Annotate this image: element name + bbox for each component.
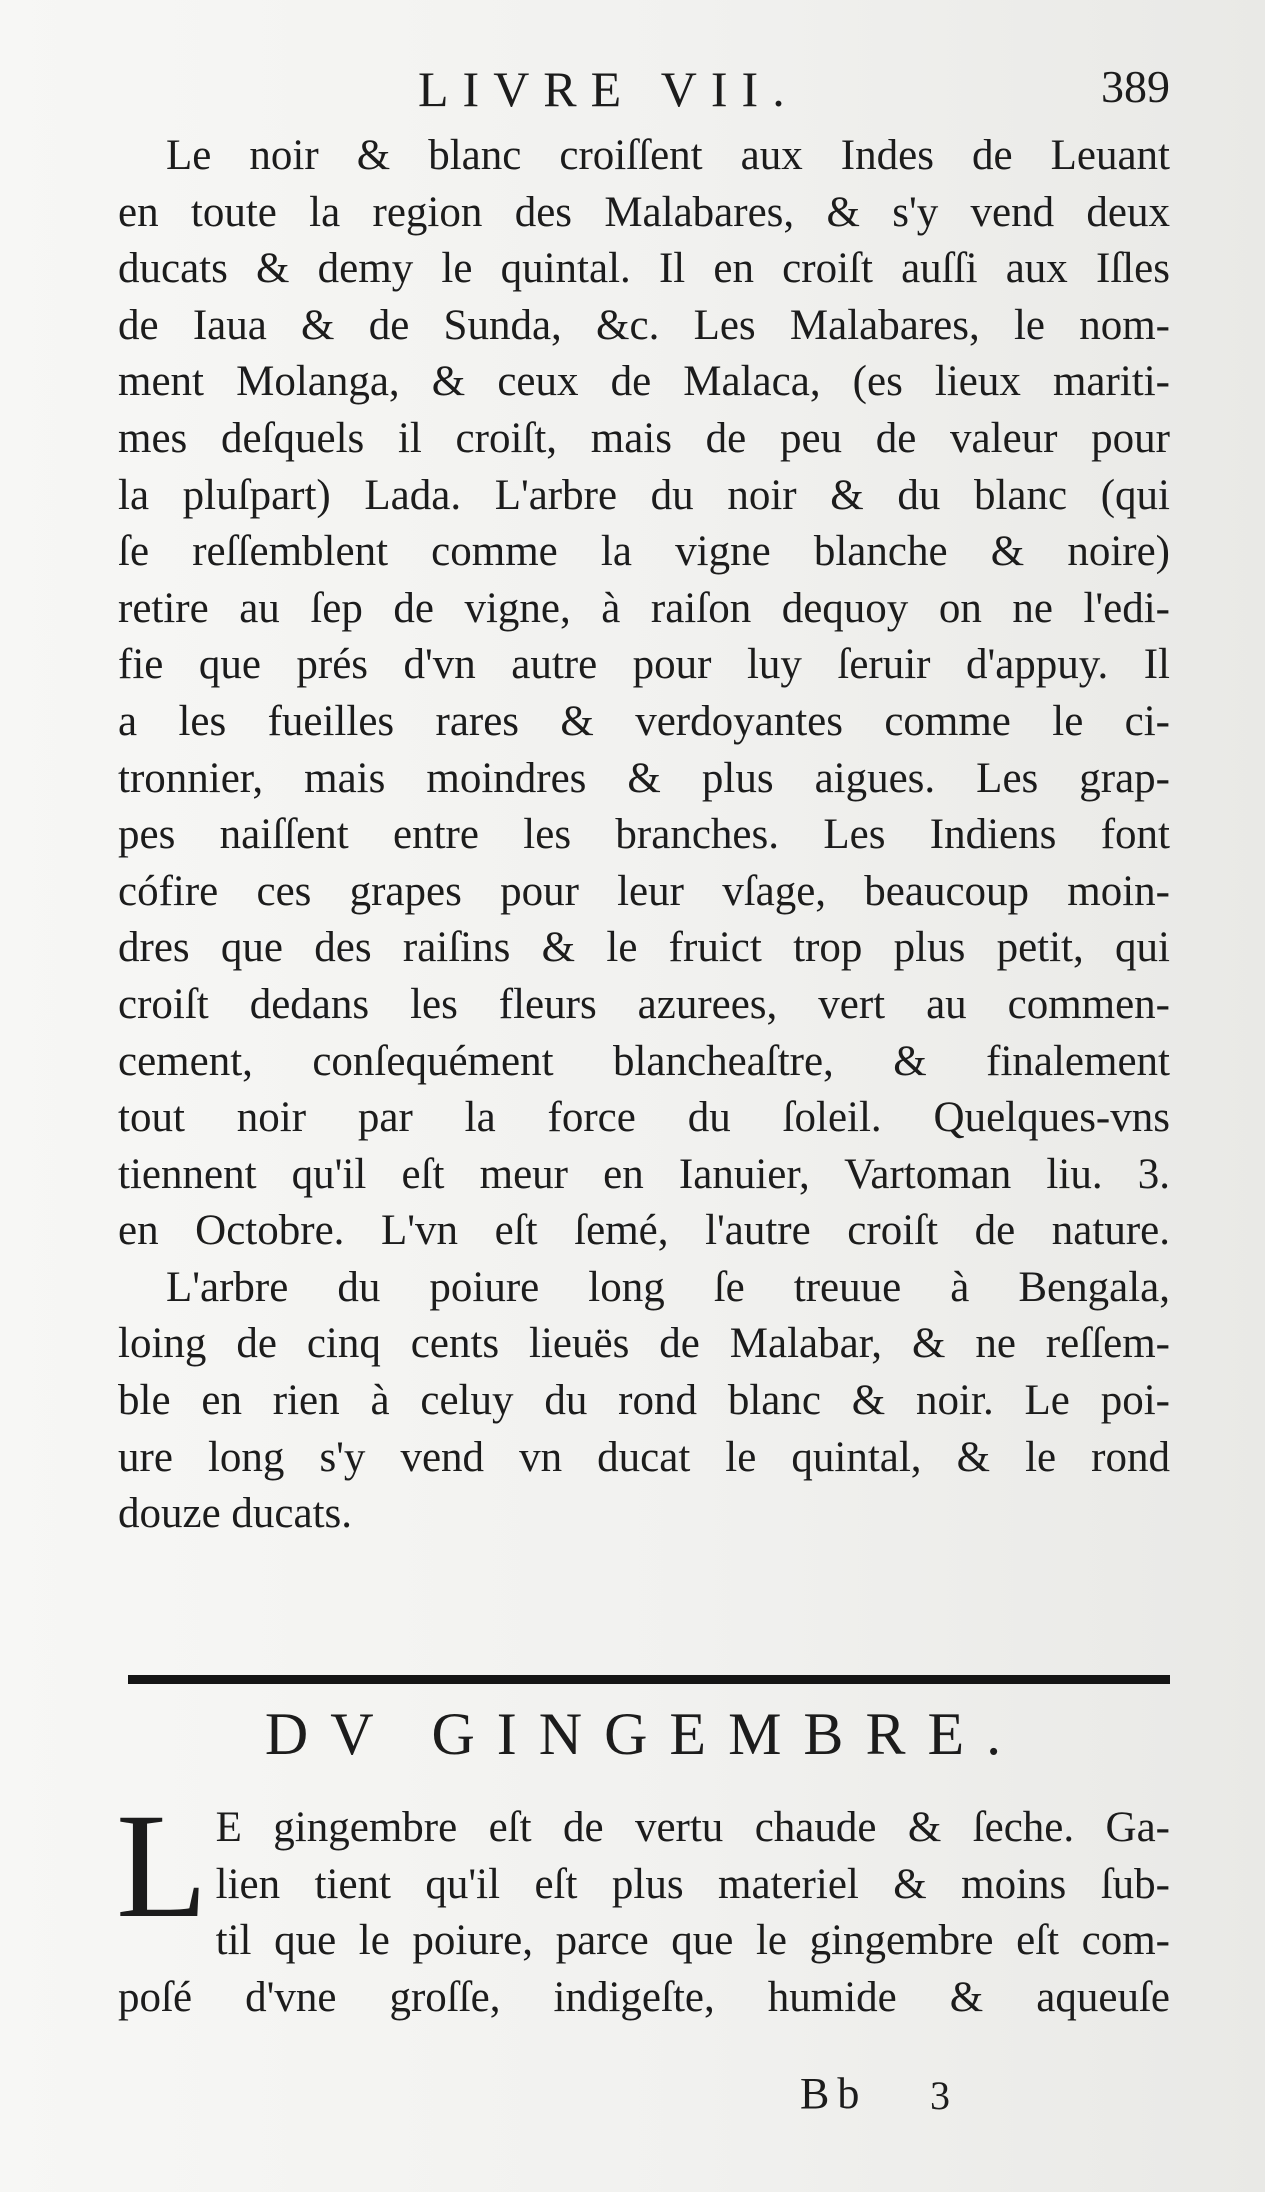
page-number: 389	[1101, 61, 1170, 112]
text-line: tout noir par la force du ſoleil. Quelques-vns	[118, 1094, 1170, 1142]
section-title: DV GINGEMBRE.	[264, 1701, 1024, 1767]
text-line: poſé d'vne groſſe, indigeſte, humide & aqueuſe	[118, 1973, 1170, 2021]
signature-mark: Bb	[800, 2069, 868, 2118]
text-line: dres que des raiſins & le fruict trop plus petit, qui	[118, 924, 1170, 972]
text-line: lien tient qu'il eſt plus materiel & moins ſub-	[215, 1860, 1170, 1908]
text-line: en Octobre. L'vn eſt ſemé, l'autre croiſt de nature.	[118, 1207, 1170, 1255]
text-line: cement, conſequément blancheaſtre, & finalement	[118, 1037, 1170, 1085]
text-line: ſe reſſemblent comme la vigne blanche & noire)	[118, 528, 1170, 576]
text-line: til que le poiure, parce que le gingembre eſt com-	[215, 1917, 1170, 1965]
text-line: de Iaua & de Sunda, &c. Les Malabares, le nom-	[118, 301, 1170, 349]
paragraph-pepper-black-white	[118, 128, 1170, 1260]
text-line: loing de cinq cents lieuës de Malabar, & ne reſſem-	[118, 1320, 1170, 1368]
text-line: ment Molanga, & ceux de Malaca, (es lieux mariti-	[118, 358, 1170, 406]
text-line: pes naiſſent entre les branches. Les Indiens font	[118, 811, 1170, 859]
text-line: ure long s'y vend vn ducat le quintal, & le rond	[118, 1433, 1170, 1481]
text-line: L'arbre du poiure long ſe treuue à Bengala,	[166, 1263, 1170, 1311]
text-line: Le noir & blanc croiſſent aux Indes de Leuant	[166, 132, 1170, 179]
text-line: mes deſquels il croiſt, mais de peu de valeur pour	[118, 414, 1170, 462]
main-text	[118, 128, 1170, 1543]
text-line: ducats & demy le quintal. Il en croiſt auſſi aux Iſles	[118, 245, 1170, 293]
section-divider	[128, 1675, 1170, 1684]
signature-number: 3	[930, 2073, 950, 2118]
text-line: la pluſpart) Lada. L'arbre du noir & du blanc (qui	[118, 471, 1170, 519]
text-line: cófire ces grapes pour leur vſage, beaucoup moin-	[118, 867, 1170, 915]
section-gingembre	[116, 1783, 1170, 2026]
paragraph-long-pepper	[118, 1260, 1170, 1543]
text-line: en toute la region des Malabares, & s'y vend deux	[118, 188, 1170, 236]
page-header	[118, 60, 1170, 124]
text-line: E gingembre eſt de vertu chaude & ſeche. Ga-	[215, 1804, 1170, 1851]
text-line: retire au ſep de vigne, à raiſon dequoy on ne l'edi-	[118, 584, 1170, 632]
text-line: a les fueilles rares & verdoyantes comme le ci-	[118, 697, 1170, 745]
text-line: fie que prés d'vn autre pour luy ſeruir d'appuy. Il	[118, 641, 1170, 689]
running-head: LIVRE VII.	[418, 61, 799, 117]
text-line: douze ducats.	[118, 1490, 353, 1538]
text-line: tiennent qu'il eſt meur en Ianuier, Vartoman liu. 3.	[118, 1150, 1170, 1198]
text-line: croiſt dedans les fleurs azurees, vert au commen-	[118, 980, 1170, 1028]
drop-cap: L	[116, 1783, 208, 1949]
text-line: ble en rien à celuy du rond blanc & noir. Le poi-	[118, 1377, 1170, 1425]
text-line: tronnier, mais moindres & plus aigues. Les grap-	[118, 754, 1170, 802]
